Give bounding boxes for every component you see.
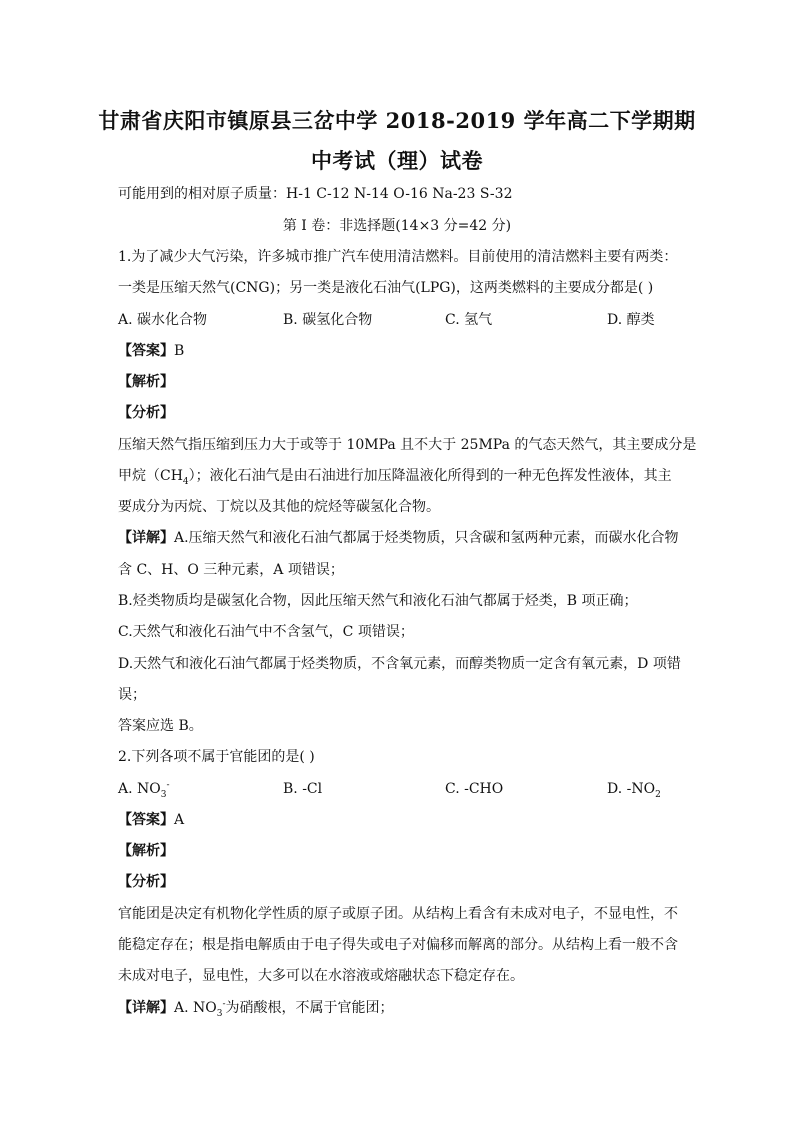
q2-analysis-line-1: 官能团是决定有机物化学性质的原子或原子团。从结构上看含有未成对电子，不显电性，不 bbox=[118, 906, 678, 922]
q1-analysis-line-3: 要成分为丙烷、丁烷以及其他的烷烃等碳氢化合物。 bbox=[118, 499, 440, 515]
q1-detail-line-4: C.天然气和液化石油气中不含氢气，C 项错误； bbox=[118, 624, 414, 640]
section-header: 第 I 卷：非选择题(14×3 分=42 分) bbox=[282, 218, 512, 234]
q2-fenxi-tag: 【分析】 bbox=[118, 874, 174, 890]
superscript: - bbox=[222, 999, 226, 1010]
text-span: A.压缩天然气和液化石油气都属于烃类物质，只含碳和氢两种元素，而碳水化合物 bbox=[174, 530, 679, 546]
q1-option-d: D. 醇类 bbox=[607, 312, 655, 328]
q1-analysis-line-1: 压缩天然气指压缩到压力大于或等于 10MPa 且不大于 25MPa 的气态天然气，其主要成分是 bbox=[118, 437, 697, 453]
q2-option-d bbox=[607, 779, 661, 799]
q2-stem: 2.下列各项不属于官能团的是( ) bbox=[118, 749, 315, 765]
answer-value: B bbox=[174, 343, 185, 359]
subscript: 3 bbox=[160, 789, 167, 800]
q1-option-b: B. 碳氢化合物 bbox=[283, 312, 373, 328]
q1-detail-line-1 bbox=[118, 528, 678, 548]
detail-tag: 【详解】 bbox=[118, 530, 174, 546]
title-line-2: 中考试（理）试卷 bbox=[311, 148, 483, 173]
atomic-masses: 可能用到的相对原子质量：H-1 C-12 N-14 O-16 Na-23 S-32 bbox=[118, 186, 513, 202]
text-span: A. NO bbox=[174, 1000, 217, 1016]
answer-tag: 【答案】 bbox=[118, 343, 174, 359]
q1-detail-line-5: D.天然气和液化石油气都属于烃类物质，不含氧元素，而醇类物质一定含有氧元素，D 项错 bbox=[118, 656, 681, 672]
q2-detail-line-1 bbox=[118, 998, 678, 1018]
q1-detail-line-6: 误； bbox=[118, 687, 146, 703]
subscript: 3 bbox=[216, 1008, 223, 1019]
q2-option-c: C. -CHO bbox=[445, 781, 504, 797]
text-span: 为硝酸根，不属于官能团； bbox=[225, 1000, 394, 1016]
q2-option-b: B. -Cl bbox=[283, 781, 323, 797]
q1-conclusion: 答案应选 B。 bbox=[118, 718, 203, 734]
answer-tag: 【答案】 bbox=[118, 812, 174, 828]
q1-fenxi-tag: 【分析】 bbox=[118, 405, 174, 421]
q1-analysis-line-2 bbox=[118, 466, 678, 486]
q1-stem-line-2: 一类是压缩天然气(CNG)；另一类是液化石油气(LPG)，这两类燃料的主要成分都是( ) bbox=[118, 280, 654, 296]
subscript: 4 bbox=[182, 476, 189, 487]
text-span: D. -NO bbox=[607, 781, 656, 797]
q2-jiexi-tag: 【解析】 bbox=[118, 843, 174, 859]
q1-answer bbox=[118, 341, 678, 361]
q2-answer bbox=[118, 810, 678, 830]
q2-analysis-line-3: 未成对电子，显电性，大多可以在水溶液或熔融状态下稳定存在。 bbox=[118, 968, 524, 984]
q1-jiexi-tag: 【解析】 bbox=[118, 374, 174, 390]
text-span: A. NO bbox=[118, 781, 161, 797]
q1-option-c: C. 氢气 bbox=[445, 312, 493, 328]
q1-detail-line-3: B.烃类物质均是碳氢化合物，因此压缩天然气和液化石油气都属于烃类，B 项正确； bbox=[118, 593, 638, 609]
subscript: 2 bbox=[655, 789, 661, 800]
q1-option-a: A. 碳水化合物 bbox=[118, 312, 208, 328]
q1-stem-line-1: 1.为了减少大气污染，许多城市推广汽车使用清洁燃料。目前使用的清洁燃料主要有两类： bbox=[118, 249, 678, 265]
q1-detail-line-2: 含 C、H、O 三种元素，A 项错误； bbox=[118, 562, 344, 578]
title-line-1: 甘肃省庆阳市镇原县三岔中学 2018-2019 学年高二下学期期 bbox=[98, 108, 696, 133]
text-span: 甲烷（CH bbox=[118, 468, 183, 484]
q2-option-a bbox=[118, 779, 170, 799]
superscript: - bbox=[166, 780, 170, 791]
q2-analysis-line-2: 能稳定存在；根是指电解质由于电子得失或电子对偏移而解离的部分。从结构上看一般不含 bbox=[118, 937, 678, 953]
detail-tag: 【详解】 bbox=[118, 1000, 174, 1016]
answer-value: A bbox=[174, 812, 185, 828]
text-span: ）；液化石油气是由石油进行加压降温液化所得到的一种无色挥发性液体，其主 bbox=[188, 468, 672, 484]
